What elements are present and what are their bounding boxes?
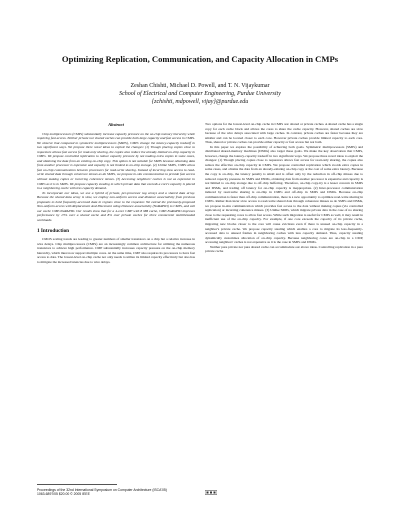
left-column [37,123,195,264]
paper-title: Optimizing Replication, Communication, and Capacity Allocation in CMPs [61,54,339,64]
introduction-left [37,237,195,264]
footer-copyright: 1063-6897/05 $20.00 © 2005 IEEE [37,492,90,497]
body-paragraph: CMOS scaling trends are leading to greater numbers of smaller transistors on a chip but a relative increase in wire delays. Chip multiprocessors (CMPs) are an increasingly common architecture for utilizing the numerous transistors to achieve high performance. CMP substantially increases capacity pressure on the on-chip memory hierarchy, which must now support multiple cores. At the same time, CMP also requires its processors to have fast access to data. The lowest-level on-chip cache not only needs to utilize its limited capacity effectively but also has to mitigate the increased latencies due to wire delays. [37,237,195,264]
abstract [37,123,195,222]
right-column [205,122,363,254]
body-paragraph: In this paper we explore the possibility of achieving both goals. Symmetric multiprocessors (SMPs) and distributed shared-memory machines (DSMs) also target these goals. We make the key observation that CMPs, however, change the latency-capacity tradeoff in two significant ways. We propose three novel ideas to exploit the changes: (1) Though placing copies close to requestors allows fast access for read-only sharing, the copies also reduce the effective on-chip capacity in CMPs. We propose controlled replication which avoids extra copies in some cases, and obtains the data from an already-existing on-chip copy at the cost of some extra latency. Because the copy is on-chip, the latency penalty is small and is offset only by the reduction in off-chip misses due to reduced capacity pressure. In SMPs and DSMs, obtaining data from another processor is expensive and capacity is not limited to on-chip storage due to off-chip buffering. Therefore, on-chip copy-ity is a lesser concern in SMPs and DSMs, and trading off latency for on-chip capacity is inappropriate. (2) Inter-processor communication induced by read-write sharing is on-chip in CMPs and off-chip in SMPs and DSMs. Because on-chip communication is faster than off-chip communication, there is a new opportunity to optimize read-write sharing in CMPs. Rather than incur slow access to read-write shared data through coherence misses as do SMPs and DSMs, we propose in-situ communication which provides fast access to the data without making copies (via controlled replication) or incurring coherence misses. (3) Unlike SMPs, which migrate private data in the case of no sharing close to the requesting cores to allow fast access. While such migration is useful for CMPs as well, it may result in inefficient use of the on-chip capacity. For example, if one core exceeds the capacity of its private cache, migrating new blocks closer to the core will cause evictions even if there is unused on-chip capacity in a neighbor's private cache. We propose capacity stealing which enables a core to migrate its less-frequently-accessed data to unused frames in neighboring caches with less capacity demand. Thus, capacity stealing dynamically customizes allocation of on-chip capacity. Because neighboring cores are on-chip in a CMP, accessing neighbors' caches is not expensive as it is the case in SMPs and DSMs. [205,144,363,245]
ieee-logo-icon [205,490,217,495]
author-block [40,82,360,106]
abstract-paragraph: Chip multiprocessors (CMPs) substantially increase capacity pressure on the on-chip memory hierarchy while requiring fast access. Neither private nor shared caches can provide both large capacity and fast access in CMPs. We observe that compared to symmetric multiprocessors (SMPs), CMPs change the latency-capacity tradeoff in two significant ways. We propose three novel ideas to exploit the changes: (1) Though placing copies close to requestors allows fast access for read-only sharing, the copies also reduce the already-limited on-chip capacity in CMPs. We propose controlled replication to reduce capacity pressure by not making extra copies in some cases, and obtaining the data from an existing on-chip copy. This option is not suitable for SMPs because obtaining data from another processor is expensive and capacity is not limited to on-chip storage. (2) Unlike SMPs, CMPs allow fast on-chip communication between processors for read-write sharing. Instead of incurring slow access to read-write shared data through coherence misses as do SMPs, we propose in-situ communication to provide fast access without making copies or incurring coherence misses. (3) Accessing neighbors' caches is not as expensive in CMPs as it is in SMPs. We propose capacity stealing in which private data that exceeds a core's capacity is placed in a neighboring cache with less capacity demand. [37,131,195,191]
body-paragraph: Two options for the lowest-level on-chip cache in CMPs are: shared or private caches. A shared cache has a single copy for each cache block and allows the cores to share the cache capacity. However, shared caches are slow because of the wire delays associated with large caches. In contrast, private caches are faster because they are smaller and can be located closer to each core. However private caches provide limited capacity to each core. Thus, shared or private caches can provide either capacity or fast access but not both. [205,122,363,145]
section-heading-introduction: 1 Introduction [37,228,70,235]
abstract-paragraph: To incorporate our ideas, we use a hybrid of private, per-processor tag arrays and a shared data array. Because the shared data array is slow, we employ non-uniform access and distance associativity from previous proposals to hold frequently-accessed data in regions close to the requestor. We extend the previously-proposed Non-uniform access with Replacement And Placement usIng Distance associativity (NuRAPID) to CMPs, and call our cache CMP-NuRAPID. Our results show that for a 4-core CMP with 8 MB cache, CMP-NuRAPID improves performance by 13% over a shared cache and 8% over private caches for three commercial multithreaded workloads. [37,190,195,222]
body-paragraph: Neither pure private nor pure shared cache can accommodate our above ideas. Controlling replication in a pure private cache [205,244,363,254]
footer-proceedings: Proceedings of the 32nd International Symposium on Computer Architecture (ISCA'05) [37,488,167,492]
footer-divider [37,484,117,485]
author-affiliation: School of Electrical and Computer Engineering, Purdue University [119,91,281,97]
author-names: Zeshan Chishti, Michael D. Powell, and T. N. Vijaykumar [130,83,270,89]
abstract-heading: Abstract [108,122,124,127]
author-emails: {zchishti, mdpowell, vijay}@purdue.edu [151,99,249,105]
